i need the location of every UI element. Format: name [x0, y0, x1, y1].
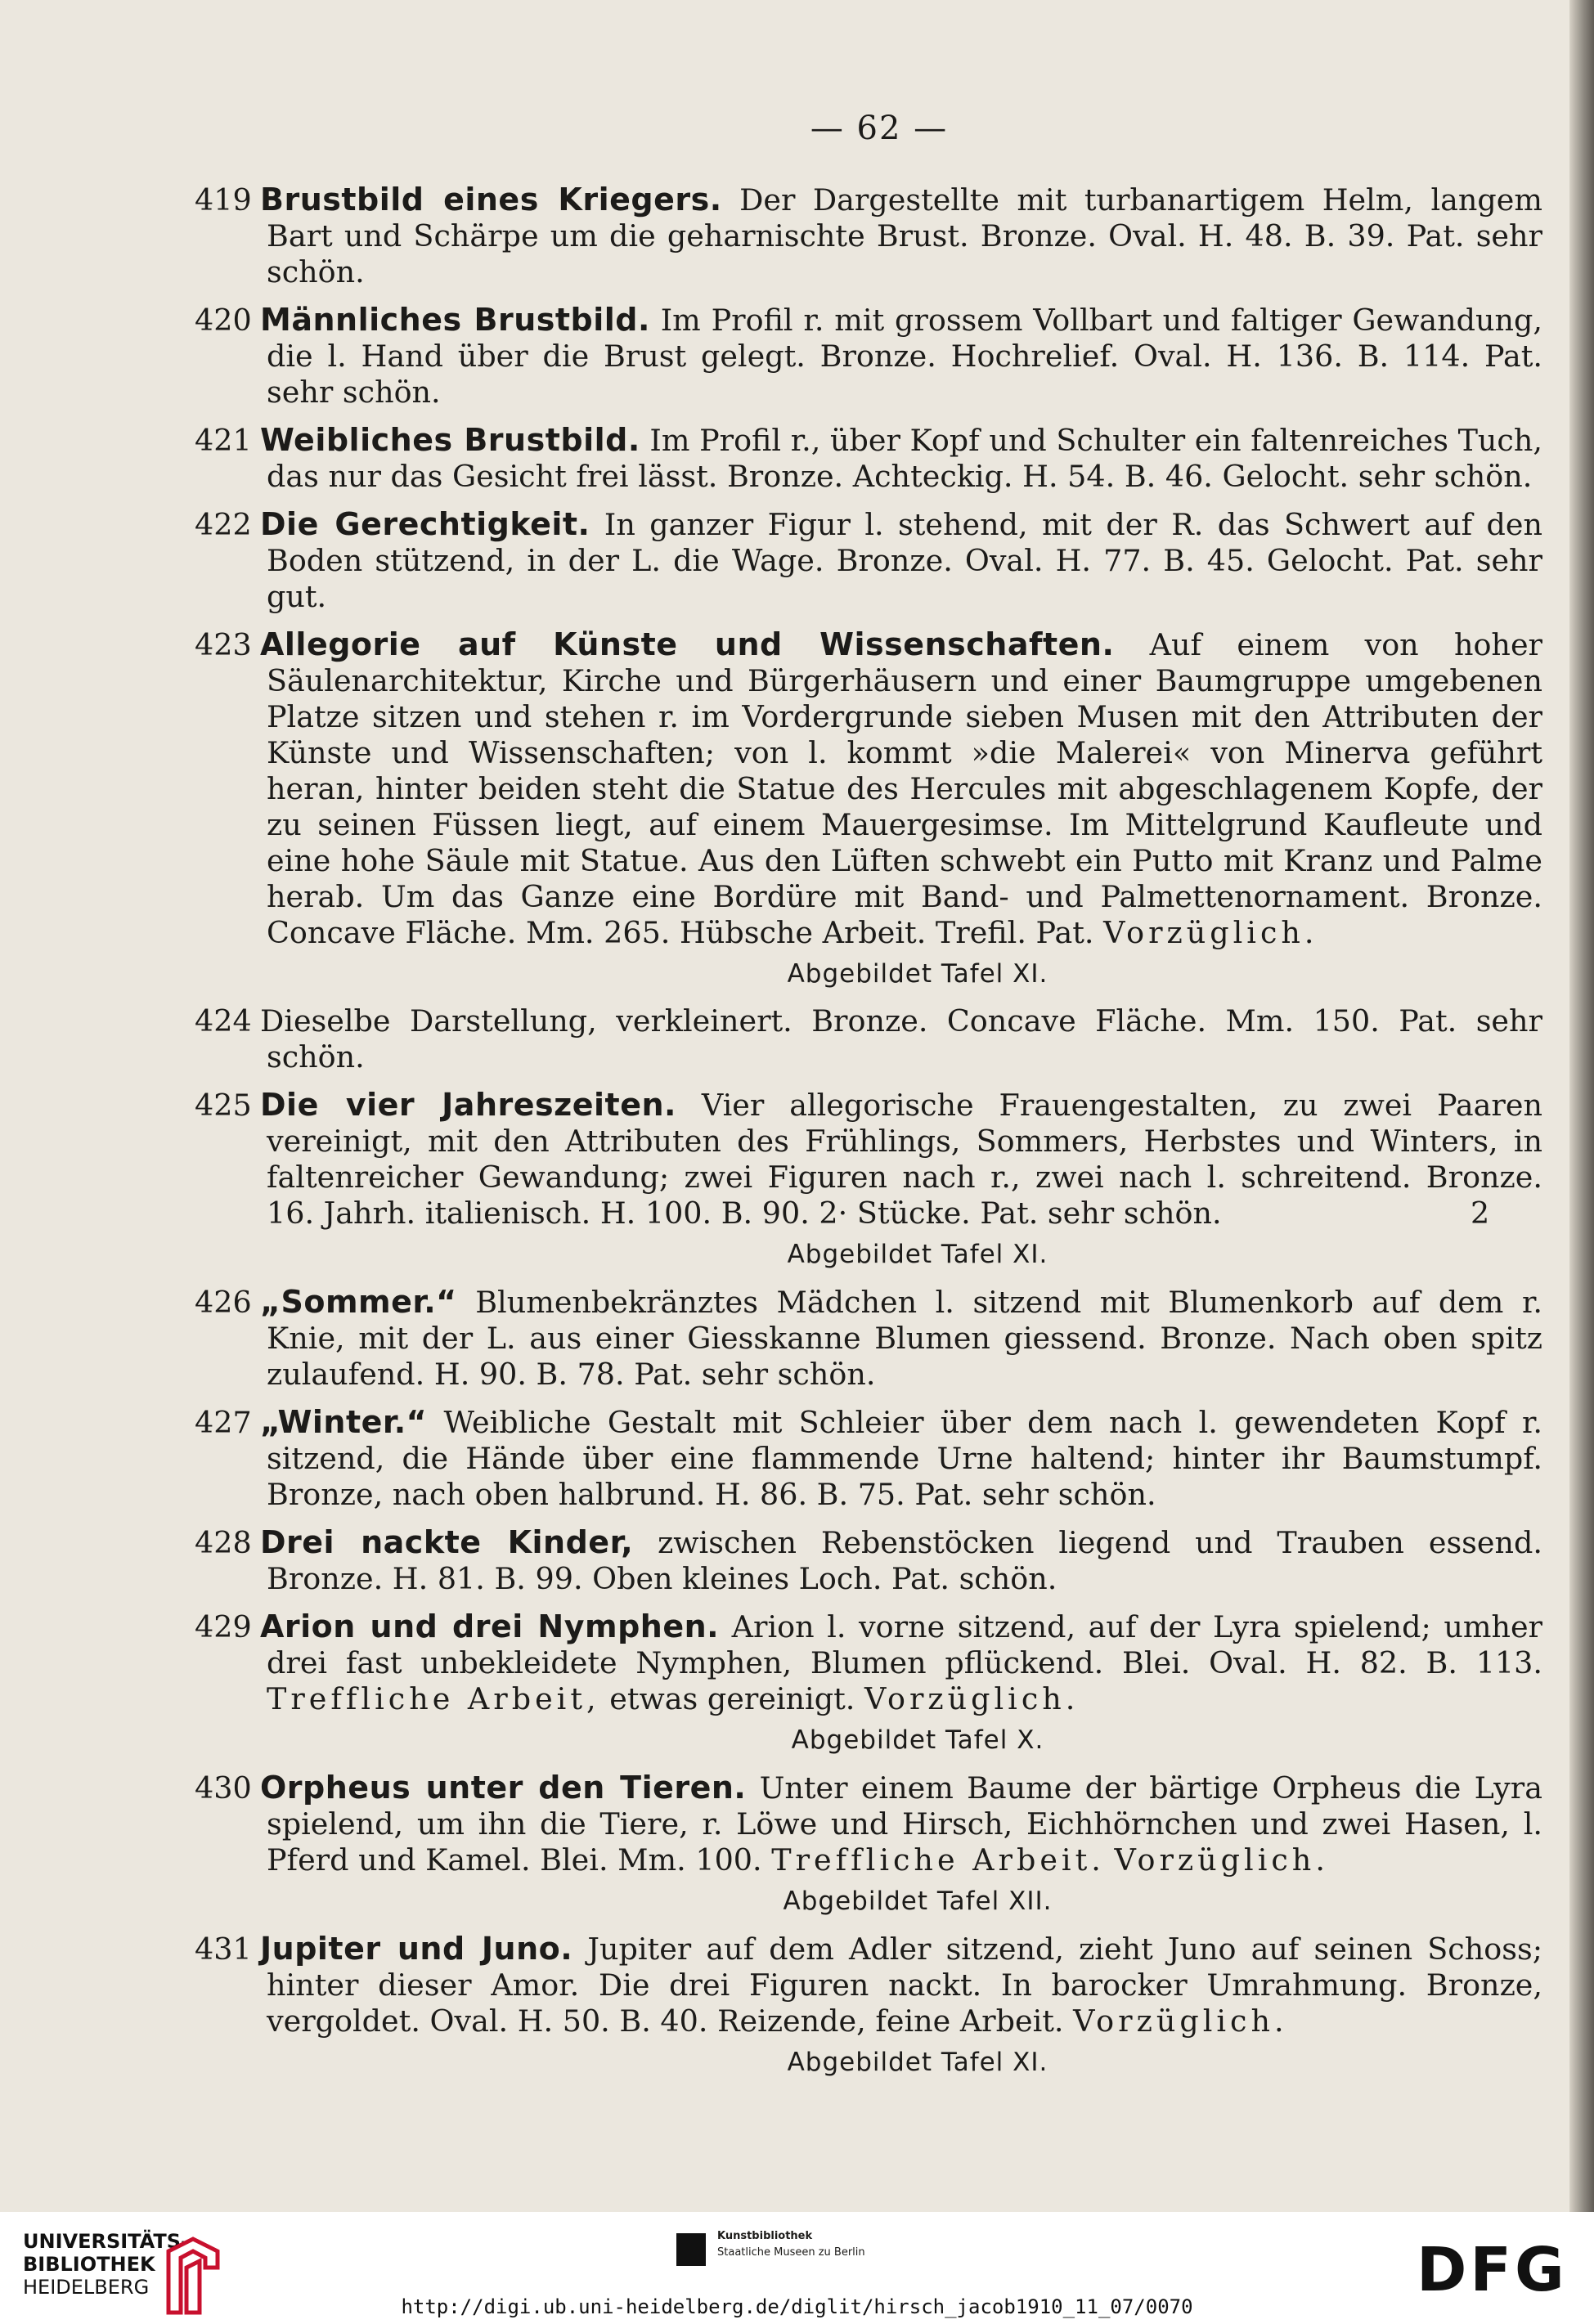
entry-text: Arion l. vorne sitzend, auf der Lyra spielend; umher drei fast unbekleidete Nymphen, Blumen pflückend. Blei. Oval. H. 82. B. 113.	[267, 1609, 1542, 1680]
entry-heading: Männliches Brustbild.	[260, 302, 650, 338]
entry-heading: Allegorie auf Künste und Wissenschaften.	[260, 626, 1115, 662]
catalog-entry	[195, 422, 1542, 495]
catalog-entry	[195, 626, 1542, 951]
entry-text: Der Dargestellte mit turbanartigem Helm, langem Bart und Schärpe um die geharnischte Brust. Bronze. Oval. H. 48. B. 39. Pat. sehr schön.	[267, 182, 1542, 289]
entry-number: 430	[195, 1770, 252, 1806]
catalog-entry	[195, 1087, 1542, 1232]
entry-heading: Jupiter und Juno.	[260, 1931, 573, 1967]
entry-heading: Weibliches Brustbild.	[260, 422, 640, 458]
catalog-entry	[195, 1003, 1542, 1075]
entry-body	[260, 303, 1542, 410]
entry-body	[260, 507, 1542, 614]
kb-line1: Kunstbibliothek	[717, 2230, 813, 2242]
entry-text: zwischen Rebenstöcken liegend und Trauben essend. Bronze. H. 81. B. 99. Oben kleines Loch. Pat. schön.	[267, 1525, 1542, 1596]
catalog-entry	[195, 1404, 1542, 1513]
entry-text: Blumenbekränztes Mädchen l. sitzend mit Blumenkorb auf dem r. Knie, mit der L. aus einer Giesskanne Blumen giessend. Bronze. Nach oben spitz zulaufend. H. 90. B. 78. Pat. sehr schön.	[267, 1285, 1542, 1392]
entry-rating: Vorzüglich.	[1073, 2003, 1288, 2039]
entry-text: Unter einem Baume der bärtige Orpheus die Lyra spielend, um ihn die Tiere, r. Löwe und Hirsch, Eichhörnchen und zwei Hasen, l. Pferd und Kamel. Blei. Mm. 100.	[267, 1770, 1542, 1878]
entry-body	[260, 1931, 1542, 2039]
catalog-entry	[195, 1524, 1542, 1597]
page-edge	[1569, 0, 1594, 2212]
footer-bar	[0, 2212, 1594, 2324]
entry-heading: Arion und drei Nymphen.	[260, 1608, 720, 1644]
kb-square-icon	[676, 2233, 706, 2266]
entry-number: 425	[195, 1088, 252, 1123]
entry-heading: Drei nackte Kinder,	[260, 1524, 634, 1560]
entry-text-2: etwas gereinigt.	[599, 1681, 864, 1716]
entry-heading: Brustbild eines Kriegers.	[260, 182, 722, 218]
catalog-entries	[195, 182, 1542, 2092]
ub-line1: UNIVERSITÄTS-	[23, 2230, 190, 2253]
plate-caption: Abgebildet Tafel XII.	[783, 1887, 1053, 1916]
plate-caption: Abgebildet Tafel XI.	[787, 2048, 1048, 2077]
entry-body	[260, 1609, 1542, 1716]
entry-rating: Treffliche Arbeit.	[771, 1842, 1105, 1878]
entry-text: Jupiter auf dem Adler sitzend, zieht Juno auf seinen Schoss; hinter dieser Amor. Die drei Figuren nackt. In barocker Umrahmung. Bronze, vergoldet. Oval. H. 50. B. 40. Reizende, feine Arbeit.	[267, 1931, 1542, 2039]
page-url[interactable]: http://digi.ub.uni-heidelberg.de/diglit/hirsch_jacob1910_11_07/0070	[401, 2295, 1193, 2318]
catalog-entry	[195, 506, 1542, 615]
entry-number: 426	[195, 1285, 252, 1320]
entry-heading: „Winter.“	[260, 1404, 428, 1440]
catalog-entry	[195, 1608, 1542, 1717]
entry-body: Die vier Jahreszeiten. Vier allegorische Frauengestalten, zu zwei Paaren vereinigt, mit den Attributen des Frühlings, Sommers, Herbstes und Winters, in faltenreicher Gewandung; zwei Figuren nach r., zwei nach l. schreitend. Bronze. 16. Jahrh. italienisch. H. 100. B. 90. 2· Stücke. Pat. sehr schön. 2	[260, 1087, 1542, 1231]
catalog-entry	[195, 1770, 1542, 1878]
entry-number: 423	[195, 627, 252, 662]
entry-rating: Vorzüglich.	[1103, 915, 1318, 950]
entry-number: 431	[195, 1931, 252, 1967]
entry-text: Weibliche Gestalt mit Schleier über dem nach l. gewendeten Kopf r. sitzend, die Hände über eine flammende Urne haltend; hinter ihr Baumstumpf. Bronze, nach oben halbrund. H. 86. B. 75. Pat. sehr schön.	[267, 1405, 1542, 1512]
entry-body	[260, 1003, 1542, 1075]
entry-text: Auf einem von hoher Säulenarchitektur, Kirche und Bürgerhäusern und einer Baumgruppe umgebenen Platze sitzen und stehen r. im Vordergrunde sieben Musen mit den Attributen der Künste und Wissenschaften; von l. kommt »die Malerei« von Minerva geführt heran, hinter beiden steht die Statue des Hercules mit abgeschlagenem Kopfe, der zu seinen Füssen liegt, auf einem Mauergesimse. Im Mittelgrund Kaufleute und eine hohe Säule mit Statue. Aus den Lüften schwebt ein Putto mit Kranz und Palme herab. Um das Ganze eine Bordüre mit Band- und Palmettenornament. Bronze. Concave Fläche. Mm. 265. Hübsche Arbeit. Trefil. Pat.	[267, 627, 1542, 950]
catalog-entry	[195, 302, 1542, 411]
entry-body	[260, 1525, 1542, 1596]
entry-number: 421	[195, 423, 252, 458]
entry-text-2	[1105, 1842, 1115, 1878]
entry-number: 419	[195, 182, 252, 218]
entry-number: 420	[195, 303, 252, 338]
entry-text: Im Profil r. mit grossem Vollbart und faltiger Gewandung, die l. Hand über die Brust gelegt. Bronze. Hochrelief. Oval. H. 136. B. 114. Pat. sehr schön.	[267, 303, 1542, 410]
entry-body	[260, 182, 1542, 289]
entry-body	[260, 1405, 1542, 1512]
entry-text: Vier allegorische Frauengestalten, zu zwei Paaren vereinigt, mit den Attributen des Frühlings, Sommers, Herbstes und Winters, in faltenreicher Gewandung; zwei Figuren nach r., zwei nach l. schreitend. Bronze. 16. Jahrh. italienisch. H. 100. B. 90. 2· Stücke. Pat. sehr schön.	[267, 1088, 1542, 1231]
catalog-entry	[195, 1931, 1542, 2039]
entry-number: 428	[195, 1525, 252, 1560]
page-number: — 62 —	[810, 110, 949, 147]
entry-heading: Die Gerechtigkeit.	[260, 506, 590, 542]
catalog-entry	[195, 182, 1542, 290]
entry-body	[260, 1285, 1542, 1392]
entry-rating-2: Vorzüglich.	[1114, 1842, 1329, 1878]
entry-heading: Die vier Jahreszeiten.	[260, 1087, 676, 1123]
dfg-logo[interactable]: DFG	[1417, 2235, 1568, 2305]
plate-caption: Abgebildet Tafel XI.	[787, 959, 1048, 989]
entry-body	[260, 627, 1542, 950]
catalog-entry	[195, 1284, 1542, 1393]
entry-rating: Treffliche Arbeit,	[267, 1681, 600, 1716]
entry-text: In ganzer Figur l. stehend, mit der R. das Schwert auf den Boden stützend, in der L. die Wage. Bronze. Oval. H. 77. B. 45. Gelocht. Pat. sehr gut.	[267, 507, 1542, 614]
entry-rating-2: Vorzüglich.	[864, 1681, 1080, 1716]
entry-number: 424	[195, 1003, 252, 1039]
entry-number: 427	[195, 1405, 252, 1440]
entry-text: Dieselbe Darstellung, verkleinert. Bronze. Concave Fläche. Mm. 150. Pat. sehr schön.	[260, 1003, 1542, 1075]
entry-heading: Orpheus unter den Tieren.	[260, 1770, 747, 1806]
kb-line2: Staatliche Museen zu Berlin	[717, 2246, 865, 2259]
entry-number: 429	[195, 1609, 252, 1644]
entry-heading: „Sommer.“	[260, 1284, 457, 1320]
ub-heidelberg-logo[interactable]	[23, 2230, 189, 2299]
entry-text: Im Profil r., über Kopf und Schulter ein faltenreiches Tuch, das nur das Gesicht frei lässt. Bronze. Achteckig. H. 54. B. 46. Gelocht. sehr schön.	[267, 423, 1542, 494]
plate-caption: Abgebildet Tafel XI.	[787, 1240, 1048, 1269]
entry-body	[260, 423, 1542, 494]
ub-line2: BIBLIOTHEK	[23, 2253, 155, 2276]
ub-line3: HEIDELBERG	[23, 2276, 150, 2299]
entry-body	[260, 1770, 1542, 1878]
plate-caption: Abgebildet Tafel X.	[791, 1725, 1044, 1755]
entry-number: 422	[195, 507, 252, 542]
